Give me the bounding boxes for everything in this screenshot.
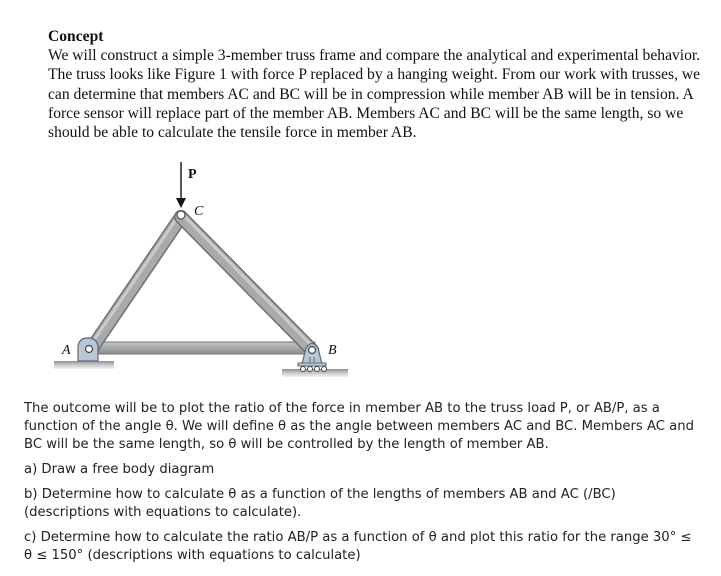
label-a: A	[62, 343, 71, 358]
question-b: b) Determine how to calculate θ as a function of the lengths of members AB and AC (/BC) (descriptions with equations to calculate).	[24, 487, 616, 520]
member-bc	[181, 215, 314, 350]
questions-section	[24, 400, 694, 565]
truss-diagram	[40, 158, 370, 388]
question-c: c) Determine how to calculate the ratio AB/P as a function of θ and plot this ratio for the range 30° ≤ θ ≤ 150° (descriptions with equations to calculate)	[24, 530, 692, 563]
pin-support-a	[78, 338, 98, 361]
label-b: B	[328, 343, 337, 358]
label-p: P	[188, 167, 197, 182]
label-c: C	[194, 204, 204, 219]
joint-c-pin	[177, 211, 185, 219]
member-ab	[90, 342, 315, 354]
member-ac	[90, 215, 181, 348]
load-arrow-p	[176, 162, 186, 208]
outcome-paragraph: The outcome will be to plot the ratio of the force in member AB to the truss load P, or AB/P, as a function of the angle θ. We will define θ as the angle between members AC and BC. Members AC and BC will be the same length, so θ will be controlled by the length of member AB.	[24, 401, 694, 452]
truss-figure	[40, 158, 370, 388]
concept-heading: Concept	[48, 28, 104, 45]
question-a: a) Draw a free body diagram	[24, 462, 215, 477]
ground-a	[54, 361, 114, 369]
concept-paragraph: We will construct a simple 3-member truss frame and compare the analytical and experimental behavior. The truss looks like Figure 1 with force P replaced by a hanging weight. From our work with trusses, we can determine that members AC and BC will be in compression while member AB will be in tension. A force sensor will replace part of the member AB. Members AC and BC will be the same length, so we should be able to calculate the tensile force in member AB.	[48, 47, 701, 142]
concept-section	[48, 27, 708, 142]
